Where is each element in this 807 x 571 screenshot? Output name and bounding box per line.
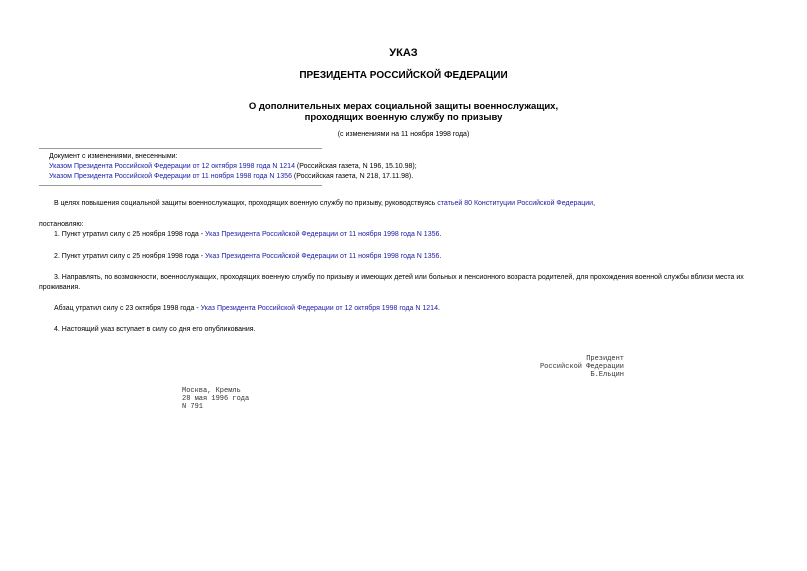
document-subject bbox=[0, 101, 807, 123]
doc-change-item bbox=[49, 172, 417, 182]
signature-name: Б.Ельцин bbox=[590, 371, 624, 379]
item-2-text: 2. Пункт утратил силу с 25 ноября 1998 года - bbox=[54, 253, 206, 260]
item-1-link[interactable]: Указ Президента Российской Федерации от 11 ноября 1998 года N 1356 bbox=[205, 231, 440, 238]
item-4-paragraph bbox=[39, 325, 769, 335]
constitution-link[interactable]: статьей 80 Конституции Российской Федерации bbox=[437, 200, 594, 207]
item-1-text: 1. Пункт утратил силу с 25 ноября 1998 года - bbox=[54, 231, 206, 238]
doc-change-source: (Российская газета, N 196, 15.10.98); bbox=[294, 163, 417, 170]
item-3-paragraph bbox=[39, 273, 769, 293]
preamble-end: , bbox=[593, 200, 596, 207]
place-date-block bbox=[182, 387, 249, 411]
subject-line-2: проходящих военную службу по призыву bbox=[304, 112, 503, 123]
abzac-text: Абзац утратил силу с 23 октября 1998 года - bbox=[54, 305, 201, 312]
divider-top bbox=[39, 148, 322, 149]
abzac-paragraph bbox=[39, 304, 769, 314]
abzac-end: . bbox=[437, 305, 440, 312]
place-number: N 791 bbox=[182, 403, 204, 411]
preamble-text: В целях повышения социальной защиты военнослужащих, проходящих военную службу по призыву, руководствуясь bbox=[54, 200, 438, 207]
preamble-paragraph bbox=[39, 199, 769, 209]
place-date: 28 мая 1996 года bbox=[182, 395, 250, 403]
amendments-note: (с изменениями на 11 ноября 1998 года) bbox=[337, 131, 470, 138]
doc-change-link[interactable]: Указом Президента Российской Федерации от 12 октября 1998 года N 1214 bbox=[49, 163, 295, 170]
item-1-paragraph bbox=[39, 230, 769, 240]
item-2-paragraph bbox=[39, 252, 769, 262]
document-title: УКАЗ bbox=[389, 47, 418, 59]
signature-block bbox=[520, 355, 624, 379]
subject-line-1: О дополнительных мерах социальной защиты военнослужащих, bbox=[248, 101, 559, 112]
doc-change-source: (Российская газета, N 218, 17.11.98). bbox=[291, 173, 414, 180]
item-1-end: . bbox=[439, 231, 442, 238]
document-issuer: ПРЕЗИДЕНТА РОССИЙСКОЙ ФЕДЕРАЦИИ bbox=[299, 70, 508, 81]
abzac-link[interactable]: Указ Президента Российской Федерации от 12 октября 1998 года N 1214 bbox=[200, 305, 438, 312]
item-2-end: . bbox=[439, 253, 442, 260]
doc-changes-intro: Документ с изменениями, внесенными: bbox=[49, 153, 178, 160]
doc-change-link[interactable]: Указом Президента Российской Федерации от 11 ноября 1998 года N 1356 bbox=[49, 173, 292, 180]
doc-change-item bbox=[49, 162, 417, 172]
signature-title: Президент bbox=[586, 355, 624, 363]
doc-changes-block bbox=[49, 152, 417, 182]
signature-country: Российской Федерации bbox=[539, 363, 624, 371]
divider-bottom bbox=[39, 185, 322, 186]
item-3-text: 3. Направлять, по возможности, военнослужащих, проходящих военную службу по призыву и имеющих детей или больных и пенсионного возраста родителей, для прохождения военной службы вблизи места их проживания. bbox=[39, 274, 744, 291]
place-location: Москва, Кремль bbox=[182, 387, 241, 395]
item-2-link[interactable]: Указ Президента Российской Федерации от 11 ноября 1998 года N 1356 bbox=[205, 253, 440, 260]
item-4-text: 4. Настоящий указ вступает в силу со дня его опубликования. bbox=[54, 326, 256, 333]
resolved-line: постановляю: bbox=[39, 221, 84, 228]
